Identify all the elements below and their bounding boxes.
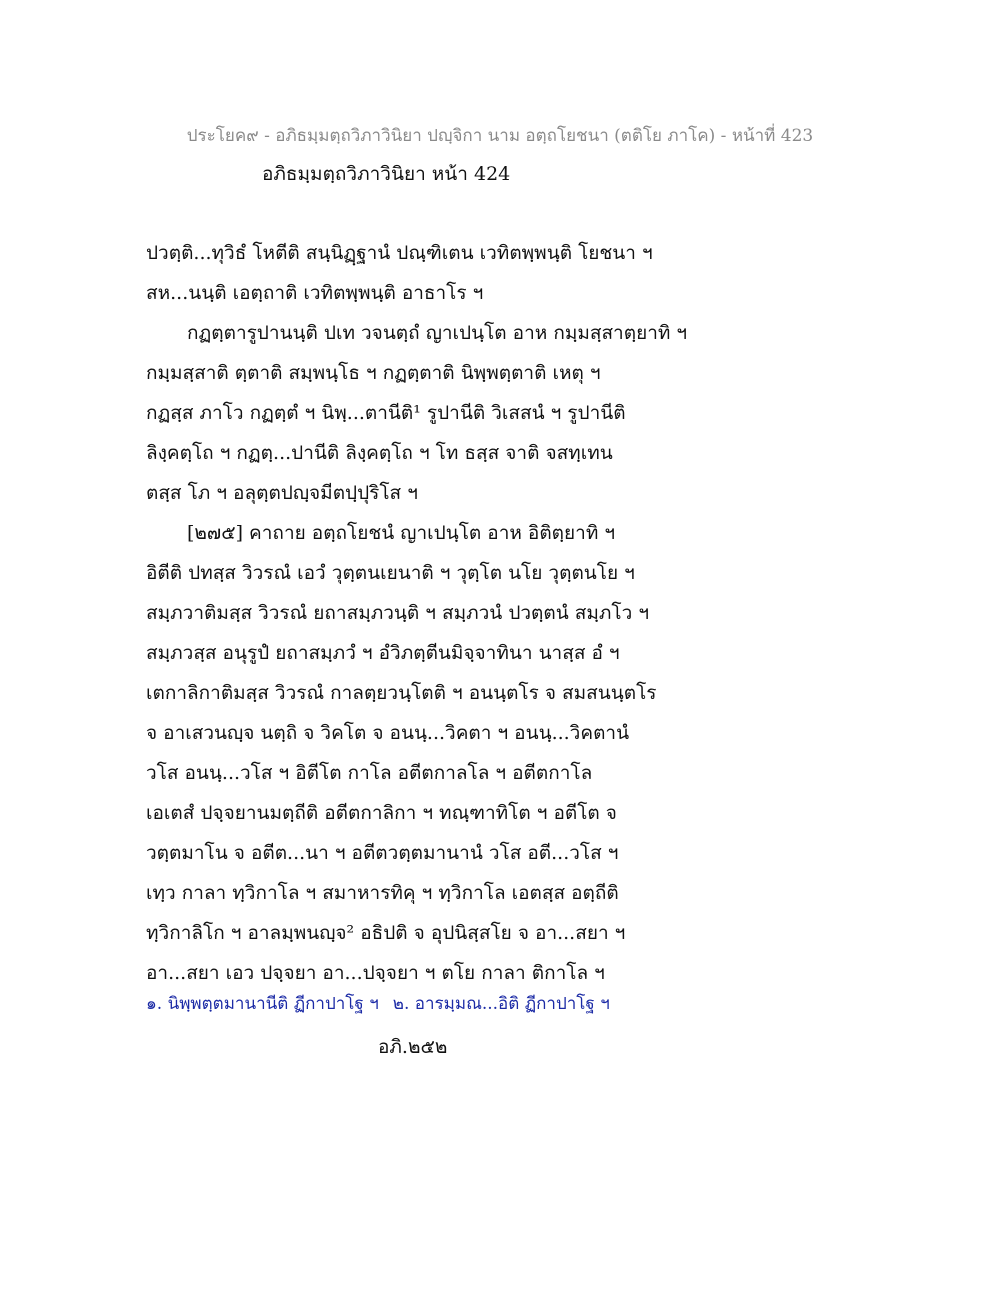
text-line: เตกาลิกาติมสฺส วิวรณํ กาลตฺยวนฺโตติ ฯ อนนฺตโร จ สมสนนฺตโร — [146, 682, 657, 704]
text-line: สมฺภวสฺส อนุรูปํ ยถาสมฺภวํ ฯ อํวิภตฺตีนมิจฺจาทินา นาสฺส อํ ฯ — [146, 642, 620, 664]
body-text — [146, 236, 866, 996]
text-line: ทฺวิกาลิโก ฯ อาลมฺพนญฺจ² อธิปติ จ อุปนิสฺสโย จ อา...สยา ฯ — [146, 922, 626, 944]
text-line: สห...นนฺติ เอตฺถาติ เวทิตพฺพนฺติ อาธาโร ฯ — [146, 282, 484, 304]
text-line: เอเตสํ ปจฺจยานมตฺถีติ อตีตกาลิกา ฯ ทณฺฑาทิโต ฯ อตีโต จ — [146, 802, 617, 824]
text-line: [๒๗๕] คาถาย อตฺถโยชนํ ญาเปนฺโต อาห อิติตฺยาทิ ฯ — [187, 522, 616, 544]
text-line: กฏตฺตารูปานนฺติ ปเท วจนตฺถํ ญาเปนฺโต อาห กมฺมสฺสาตฺยาทิ ฯ — [187, 322, 688, 344]
text-line: เทฺว กาลา ทฺวิกาโล ฯ สมาหารทิคุ ฯ ทฺวิกาโล เอตสฺส อตฺถีติ — [146, 882, 619, 904]
text-line: กฏสฺส ภาโว กฏตฺตํ ฯ นิพฺ...ตานีติ¹ รูปานีติ วิเสสนํ ฯ รูปานีติ — [146, 402, 626, 424]
running-header: ประโยค๙ - อภิธมฺมตฺถวิภาวินิยา ปญฺจิกา นาม อตฺถโยชนา (ตติโย ภาโค) - หน้าที่ 423 — [186, 126, 814, 146]
text-line: ปวตฺติ...ทุวิธํ โหตีติ สนฺนิฏฺฐานํ ปณฺฑิเตน เวทิตพฺพนฺติ โยชนา ฯ — [146, 242, 653, 264]
text-line: ตสฺส โภ ฯ อลุตฺตปญฺจมีตปฺปุริโส ฯ — [146, 482, 418, 504]
footnotes — [146, 990, 610, 1017]
text-line: ลิงฺคตฺโถ ฯ กฏตฺ...ปานีติ ลิงฺคตฺโถ ฯ โท ธสฺส จาติ จสทฺเทน — [146, 442, 613, 464]
text-line: อา...สยา เอว ปจฺจยา อา...ปจฺจยา ฯ ตโย กาลา ติกาโล ฯ — [146, 962, 605, 984]
footnote-1: ๑. นิพฺพตฺตมานานีติ ฏีกาปาโฐ ฯ — [146, 994, 379, 1014]
footnote-2: ๒. อารมฺมณ...อิติ ฏีกาปาโฐ ฯ — [392, 994, 610, 1014]
page-title: อภิธมฺมตฺถวิภาวินิยา หน้า 424 — [262, 163, 511, 185]
text-line: อิตีติ ปทสฺส วิวรณํ เอวํ วุตฺตนเยนาติ ฯ วุตฺโต นโย วุตฺตนโย ฯ — [146, 562, 635, 584]
page-reference: อภิ.๒๕๒ — [378, 1036, 448, 1058]
text-line: วตฺตมาโน จ อตีต...นา ฯ อตีตวตฺตมานานํ วโส อตี...วโส ฯ — [146, 842, 619, 864]
text-line: กมฺมสฺสาติ ตฺตาติ สมฺพนฺโธ ฯ กฏตฺตาติ นิพฺพตฺตาติ เหตุ ฯ — [146, 362, 601, 384]
text-line: วโส อนนฺ...วโส ฯ อิตีโต กาโล อตีตกาลโล ฯ อตีตกาโล — [146, 762, 593, 784]
text-line: จ อาเสวนญฺจ นตฺถิ จ วิคโต จ อนนฺ...วิคตา ฯ อนนฺ...วิคตานํ — [146, 722, 630, 744]
text-line: สมฺภวาติมสฺส วิวรณํ ยถาสมฺภวนฺติ ฯ สมฺภวนํ ปวตฺตนํ สมฺภโว ฯ — [146, 602, 649, 624]
